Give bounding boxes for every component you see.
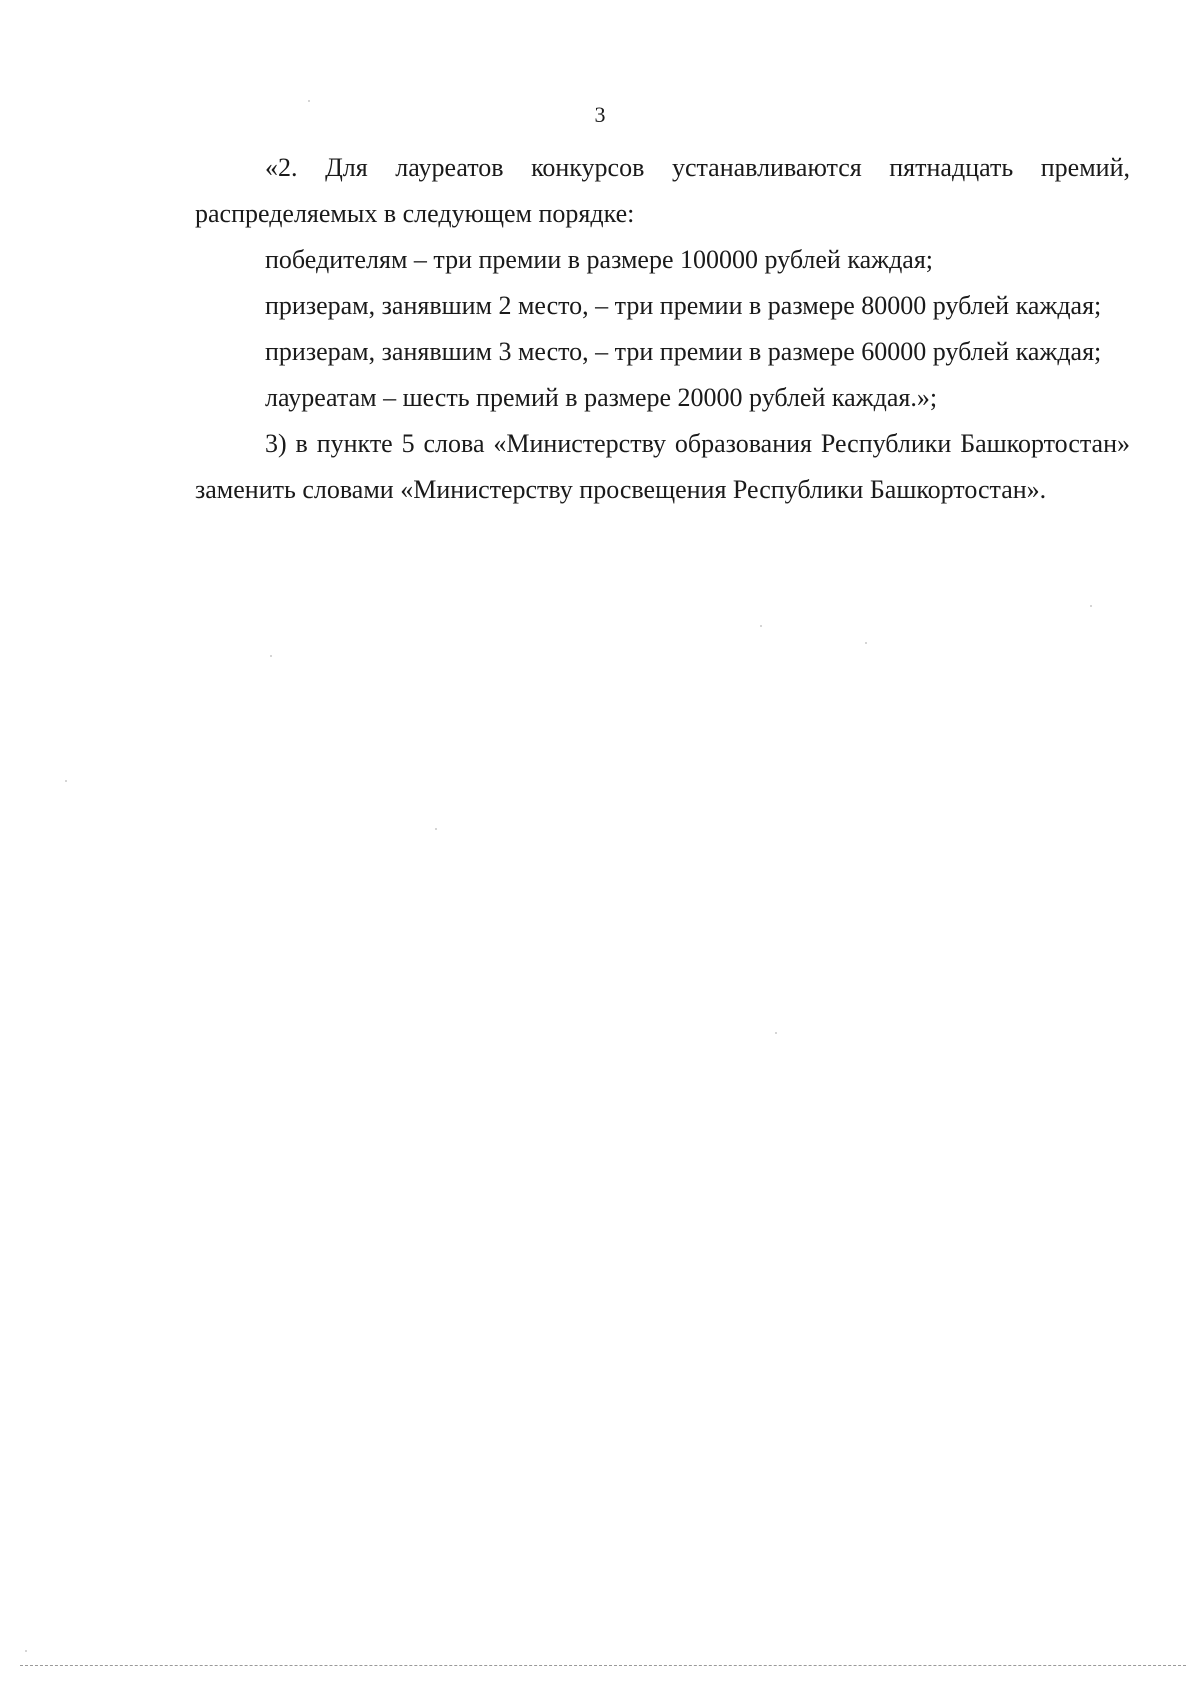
scan-speck: [65, 780, 67, 782]
scan-speck: [25, 1650, 27, 1652]
paragraph-second-place: призерам, занявшим 2 место, – три премии в размере 80000 рублей каждая;: [265, 291, 1102, 320]
scan-bottom-edge: [20, 1665, 1186, 1666]
paragraph-winners: победителям – три премии в размере 100000 рублей каждая;: [265, 245, 934, 274]
document-body: [195, 145, 1130, 513]
paragraph-amendment-item-3: 3) в пункте 5 слова «Министерству образования Республики Башкортостан» заменить словами «Министерству просвещения Республики Башкортостан».: [195, 429, 1130, 504]
scan-speck: [865, 642, 867, 644]
scan-speck: [270, 655, 272, 657]
scan-speck: [308, 100, 310, 102]
paragraph-third-place: призерам, занявшим 3 место, – три премии в размере 60000 рублей каждая;: [265, 337, 1102, 366]
scan-speck: [435, 828, 437, 830]
scan-speck: [760, 625, 762, 627]
paragraph-prize-count: «2. Для лауреатов конкурсов устанавливаются пятнадцать премий, распределяемых в следующем порядке:: [195, 153, 1130, 228]
scan-speck: [775, 1032, 777, 1034]
paragraph-laureates: лауреатам – шесть премий в размере 20000 рублей каждая.»;: [265, 383, 938, 412]
page-number: 3: [594, 102, 606, 127]
scan-speck: [1090, 605, 1092, 607]
